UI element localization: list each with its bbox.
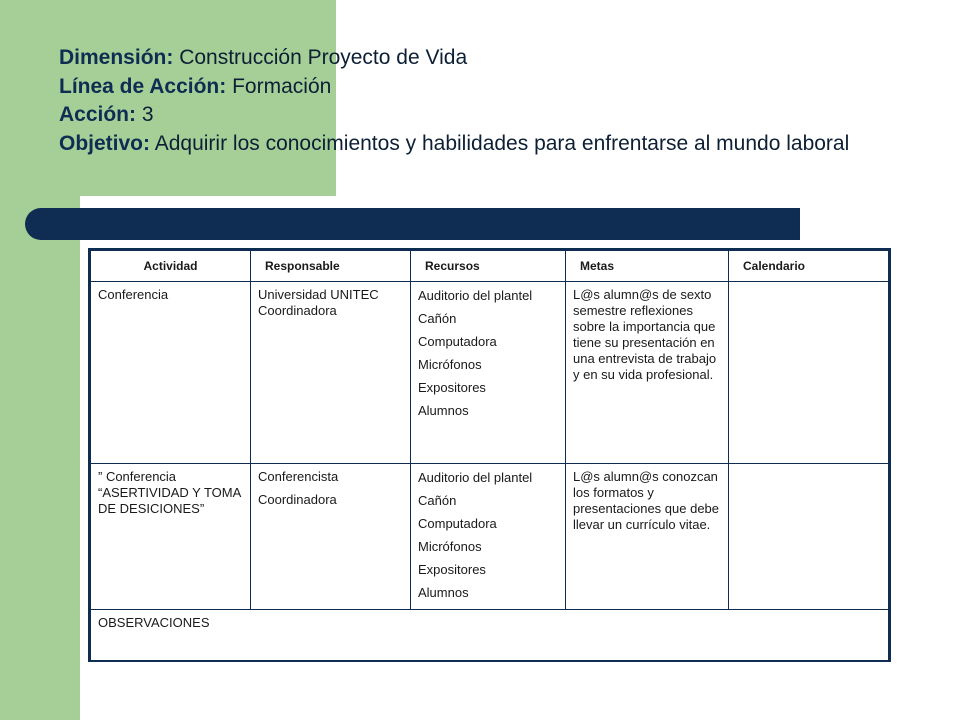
recurso-item: Alumnos xyxy=(418,585,469,600)
column-header-responsable: Responsable xyxy=(251,251,411,282)
recurso-item: Auditorio del plantel xyxy=(418,288,533,303)
cell-calendario xyxy=(729,282,889,464)
observaciones-cell: OBSERVACIONES xyxy=(91,610,889,661)
column-header-calendario: Calendario xyxy=(729,251,889,282)
recurso-item: Micrófonos xyxy=(418,357,482,372)
cell-responsable xyxy=(251,464,411,610)
linea-line xyxy=(59,73,899,102)
cell-metas: L@s alumn@s de sexto semestre reflexiones sobre la importancia que tiene su presentación en una entrevista de trabajo y en su vida profesional. xyxy=(566,282,729,464)
table-header-row xyxy=(91,251,889,282)
cell-actividad xyxy=(91,464,251,610)
linea-value: Formación xyxy=(232,74,332,98)
actividad-text: “ASERTIVIDAD Y TOMA DE DESICIONES” xyxy=(98,485,241,516)
cell-recursos xyxy=(411,282,566,464)
activity-table-frame xyxy=(88,248,891,662)
cell-responsable xyxy=(251,282,411,464)
recurso-item: Computadora xyxy=(418,334,497,349)
responsable-text: Universidad UNITEC xyxy=(258,287,379,302)
recurso-item: Cañón xyxy=(418,311,457,326)
accion-label: Acción: xyxy=(59,103,137,126)
recurso-item: Auditorio del plantel xyxy=(418,470,533,485)
responsable-text: Coordinadora xyxy=(258,303,337,318)
accion-value: 3 xyxy=(141,103,154,126)
cell-actividad xyxy=(91,282,251,464)
dimension-label: Dimensión: xyxy=(59,46,174,69)
recurso-item: Cañón xyxy=(418,493,457,508)
cell-calendario xyxy=(729,464,889,610)
linea-label: Línea de Acción: xyxy=(59,74,227,98)
column-header-actividad: Actividad xyxy=(91,251,251,282)
observaciones-row xyxy=(91,610,889,661)
table-row xyxy=(91,282,889,464)
accion-line xyxy=(59,101,899,130)
cell-recursos xyxy=(411,464,566,610)
table-row xyxy=(91,464,889,610)
recurso-item: Alumnos xyxy=(418,403,469,418)
actividad-text: ” Conferencia xyxy=(98,469,177,484)
column-header-metas: Metas xyxy=(566,251,729,282)
objetivo-value: Adquirir los conocimientos y habilidades para enfrentarse al mundo laboral xyxy=(154,131,850,155)
recurso-item: Computadora xyxy=(418,516,497,531)
activity-table xyxy=(90,250,889,661)
recurso-item: Expositores xyxy=(418,380,486,395)
recurso-item: Expositores xyxy=(418,562,486,577)
blue-divider-bar xyxy=(25,208,800,240)
dimension-line xyxy=(59,44,899,73)
responsable-text: Conferencista xyxy=(258,469,339,484)
slide-header xyxy=(59,44,899,158)
column-header-recursos: Recursos xyxy=(411,251,566,282)
cell-metas: L@s alumn@s conozcan los formatos y presentaciones que debe llevar un currículo vitae. xyxy=(566,464,729,610)
dimension-value: Construcción Proyecto de Vida xyxy=(179,46,468,69)
recurso-item: Micrófonos xyxy=(418,539,482,554)
objetivo-line xyxy=(59,130,899,159)
objetivo-label: Objetivo: xyxy=(59,131,151,155)
responsable-text: Coordinadora xyxy=(258,492,337,507)
actividad-text: Conferencia xyxy=(98,287,169,302)
